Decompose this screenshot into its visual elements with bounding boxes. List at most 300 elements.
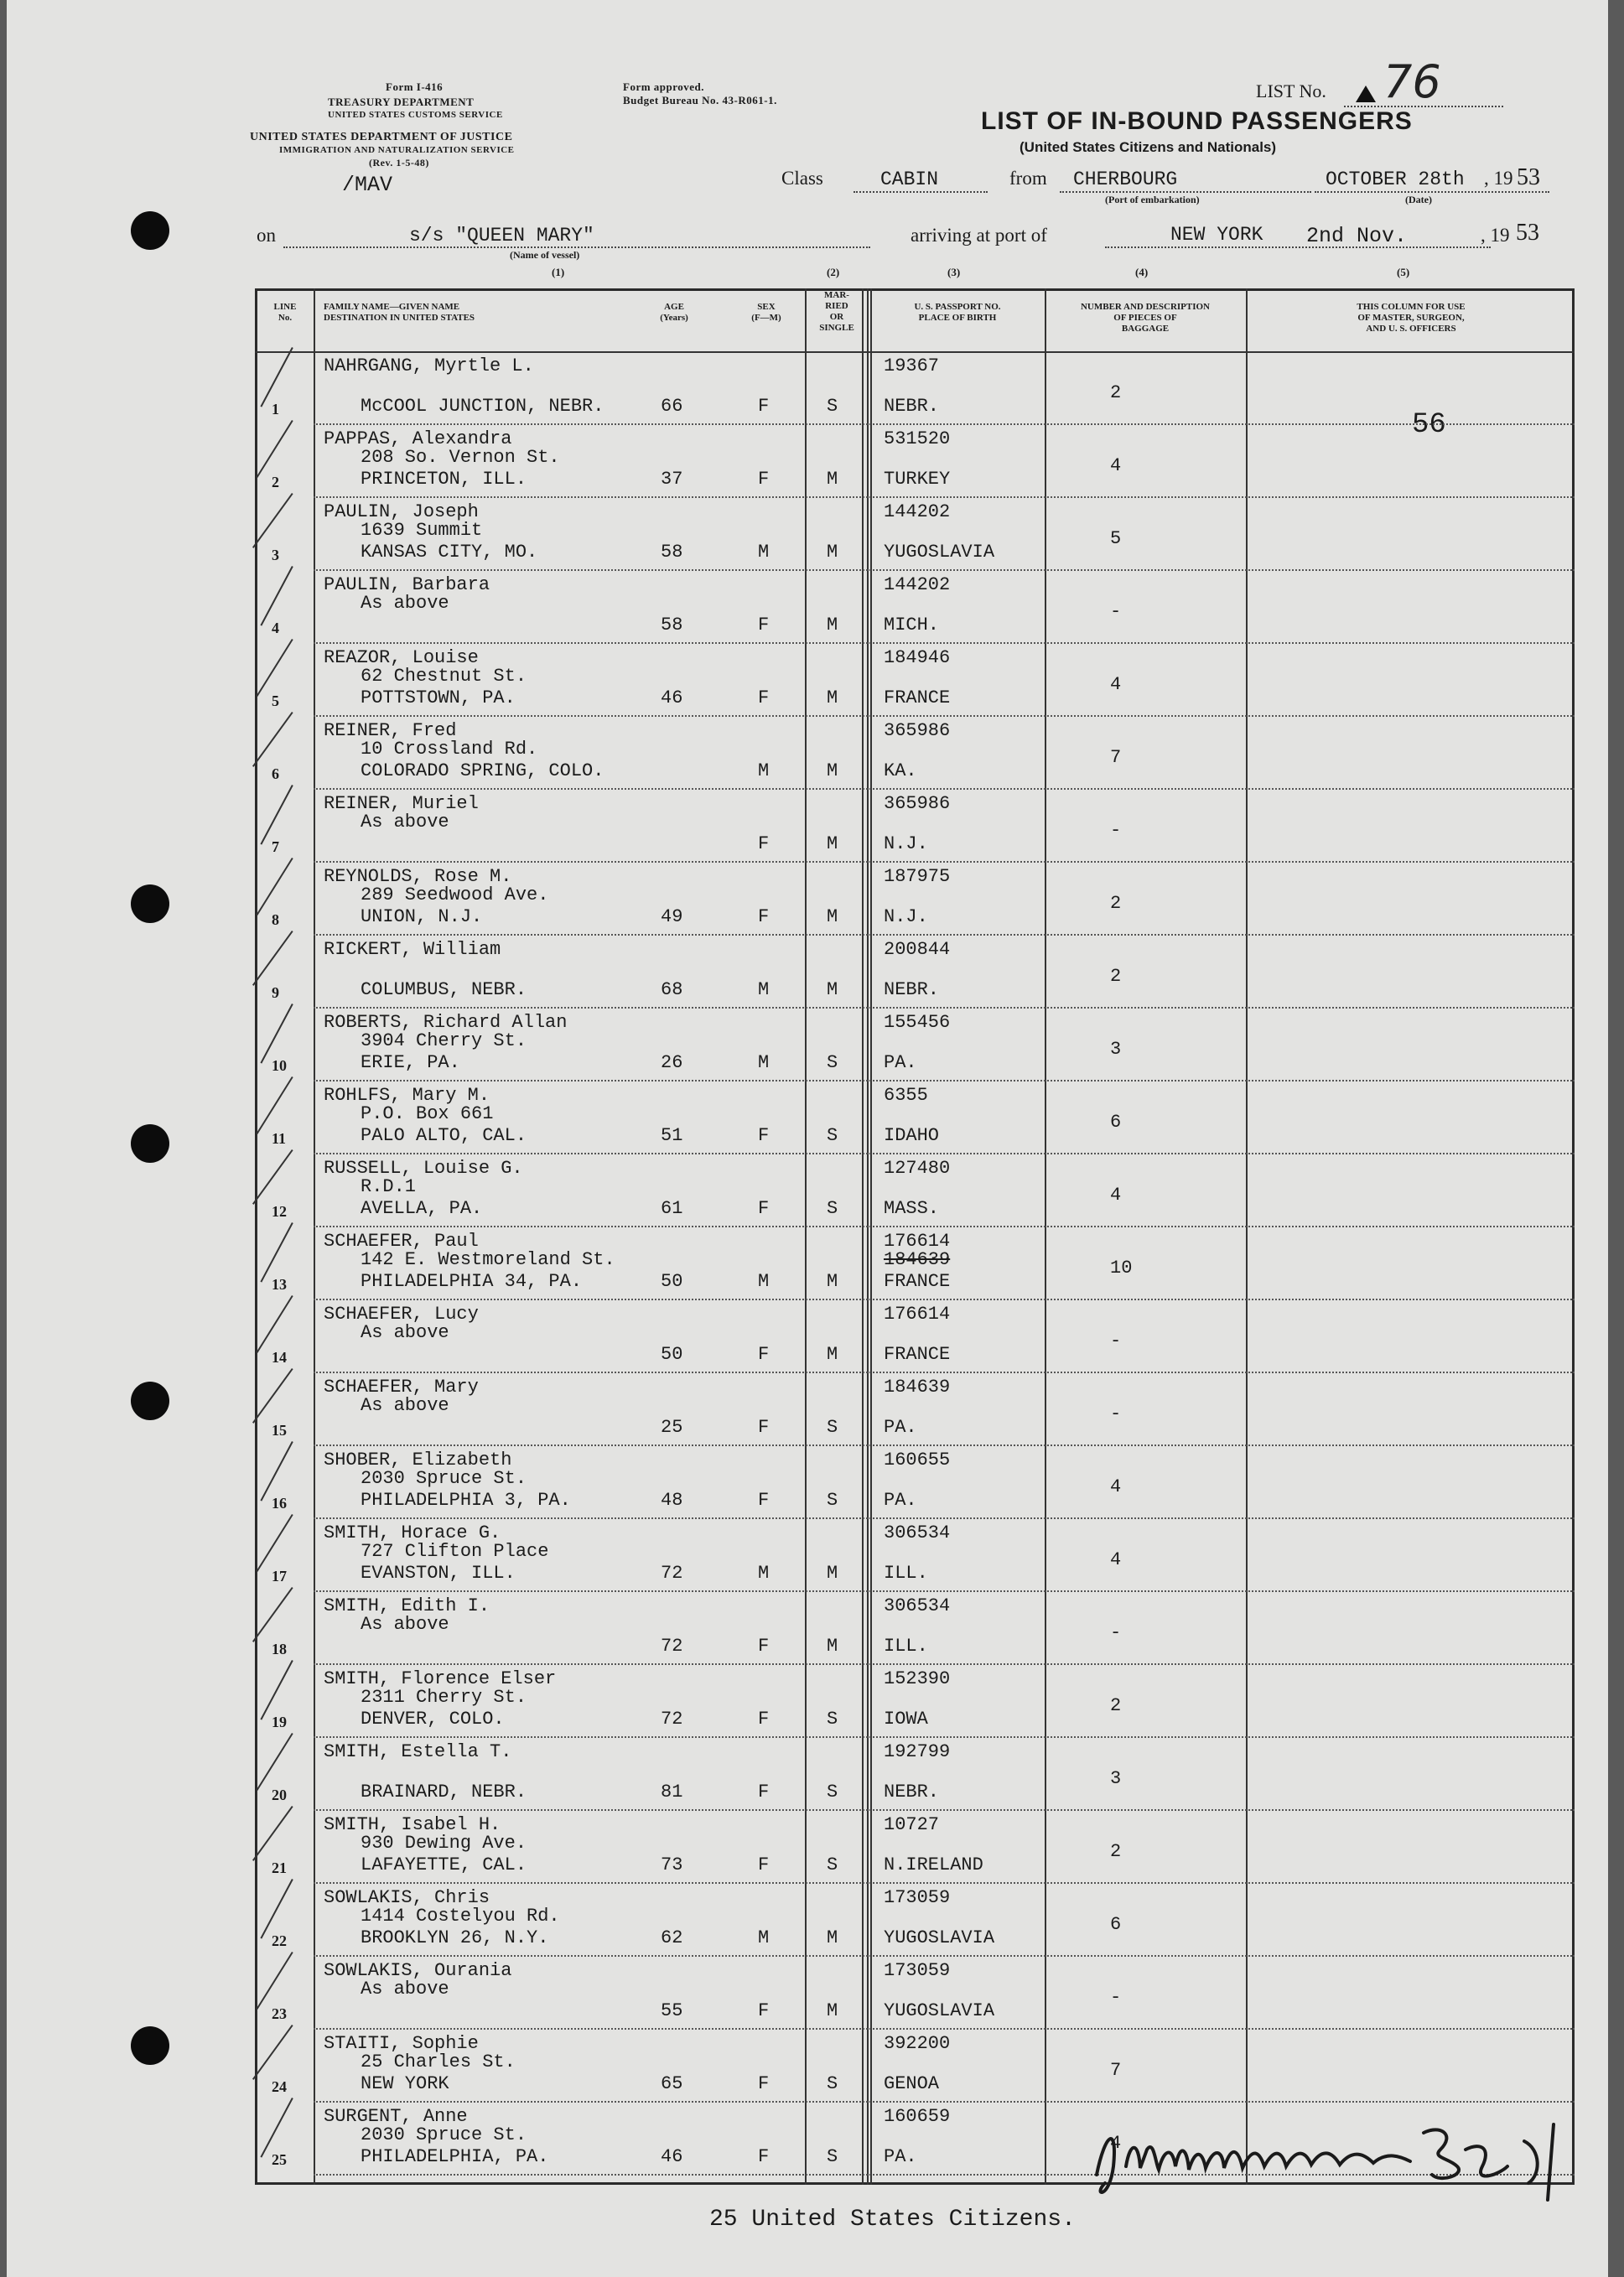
passenger-row <box>255 863 1575 936</box>
line-number: 15 <box>272 1422 287 1439</box>
passenger-age: 72 <box>661 1636 683 1657</box>
passport-number: 306534 <box>884 1595 951 1616</box>
baggage-count: 4 <box>1110 674 1122 695</box>
passenger-destination: BRAINARD, NEBR. <box>361 1782 527 1802</box>
passenger-address: 1639 Summit <box>361 520 483 541</box>
passenger-row <box>255 498 1575 571</box>
passenger-name: SMITH, Isabel H. <box>324 1814 501 1835</box>
passenger-age: 81 <box>661 1782 683 1802</box>
marital-status: S <box>827 396 838 417</box>
passenger-sex: M <box>758 979 770 1000</box>
passport-number: 200844 <box>884 939 951 960</box>
arrival-port: NEW YORK <box>1170 224 1263 246</box>
passenger-name: ROHLFS, Mary M. <box>324 1085 490 1106</box>
passenger-sex: F <box>758 906 770 927</box>
passenger-destination: KANSAS CITY, MO. <box>361 542 538 563</box>
marital-status: M <box>827 615 838 635</box>
passport-number: 392200 <box>884 2033 951 2054</box>
passenger-sex: M <box>758 1271 770 1292</box>
marital-status: M <box>827 760 838 781</box>
passenger-row <box>255 352 1575 425</box>
col-num-2: (2) <box>827 266 840 278</box>
header-officers: THIS COLUMN FOR USE OF MASTER, SURGEON, AND U. S. OFFICERS <box>1357 302 1466 334</box>
passenger-age: 46 <box>661 2146 683 2167</box>
place-of-birth: IDAHO <box>884 1125 940 1146</box>
passenger-address: 25 Charles St. <box>361 2051 516 2072</box>
passenger-name: SOWLAKIS, Ourania <box>324 1960 512 1981</box>
from-value: CHERBOURG <box>1073 169 1178 190</box>
passenger-age: 62 <box>661 1927 683 1948</box>
passenger-age: 72 <box>661 1563 683 1584</box>
page-subtitle: (United States Citizens and Nationals) <box>1020 139 1277 155</box>
passenger-row <box>255 1592 1575 1665</box>
passenger-name: SCHAEFER, Lucy <box>324 1304 479 1325</box>
check-mark-icon <box>260 1879 293 1939</box>
passenger-destination: LAFAYETTE, CAL. <box>361 1854 527 1875</box>
place-of-birth: KA. <box>884 760 917 781</box>
line-number: 10 <box>272 1057 287 1074</box>
check-mark-icon <box>260 347 293 407</box>
form-page <box>7 0 1608 2277</box>
passenger-address: As above <box>361 1979 449 2000</box>
passenger-destination: NEW YORK <box>361 2073 449 2094</box>
passenger-row <box>255 936 1575 1009</box>
check-mark-icon <box>260 1441 293 1502</box>
passenger-address: 289 Seedwood Ave. <box>361 884 549 905</box>
passenger-sex: F <box>758 1782 770 1802</box>
officer-note: 56 <box>1412 409 1446 441</box>
marital-status: S <box>827 1490 838 1511</box>
baggage-count: - <box>1110 1403 1122 1424</box>
line-number: 21 <box>272 1859 287 1876</box>
place-of-birth: PA. <box>884 1052 917 1073</box>
marital-status: M <box>827 979 838 1000</box>
passport-number: 184639 <box>884 1377 951 1398</box>
passport-number: 365986 <box>884 720 951 741</box>
passenger-row <box>255 1081 1575 1154</box>
passenger-sex: F <box>758 2000 770 2021</box>
passenger-age: 72 <box>661 1709 683 1730</box>
passenger-row <box>255 2030 1575 2103</box>
passenger-age: 73 <box>661 1854 683 1875</box>
dept-justice: UNITED STATES DEPARTMENT OF JUSTICE <box>250 131 513 143</box>
baggage-count: 6 <box>1110 1914 1122 1935</box>
place-of-birth: FRANCE <box>884 1271 951 1292</box>
passenger-age: 68 <box>661 979 683 1000</box>
footer-total: 25 United States Citizens. <box>709 2207 1076 2233</box>
form-approved: Form approved. <box>623 80 705 93</box>
passenger-name: PAULIN, Barbara <box>324 574 490 595</box>
header-baggage: NUMBER AND DESCRIPTION OF PIECES OF BAGGAGE <box>1080 302 1211 334</box>
passenger-age: 50 <box>661 1344 683 1365</box>
dept-immigration: IMMIGRATION AND NATURALIZATION SERVICE <box>279 145 515 155</box>
passenger-address: 1414 Costelyou Rd. <box>361 1906 560 1927</box>
check-mark-icon <box>257 1295 293 1353</box>
baggage-count: 3 <box>1110 1039 1122 1060</box>
line-number: 11 <box>272 1130 287 1147</box>
check-mark-icon <box>252 2025 293 2080</box>
baggage-count: - <box>1110 601 1122 622</box>
marital-status: S <box>827 1052 838 1073</box>
passenger-address: As above <box>361 1395 449 1416</box>
passenger-sex: F <box>758 1344 770 1365</box>
passenger-age: 37 <box>661 469 683 490</box>
form-number: Form I-416 <box>386 80 444 93</box>
passenger-age: 26 <box>661 1052 683 1073</box>
passport-number: 160659 <box>884 2106 951 2127</box>
passenger-address: As above <box>361 1614 449 1635</box>
passenger-sex: F <box>758 615 770 635</box>
passenger-address: 2311 Cherry St. <box>361 1687 527 1708</box>
place-of-birth: PA. <box>884 1417 917 1438</box>
check-mark-icon <box>257 1733 293 1791</box>
officer-signature <box>1088 2116 1566 2208</box>
passport-number: 152390 <box>884 1668 951 1689</box>
passenger-sex: M <box>758 542 770 563</box>
baggage-count: 3 <box>1110 1768 1122 1789</box>
date-underline <box>1315 191 1549 193</box>
line-number: 14 <box>272 1349 287 1366</box>
triangle-mark-icon <box>1354 84 1378 104</box>
check-mark-icon <box>260 785 293 845</box>
class-label: Class <box>781 168 823 189</box>
passenger-age: 50 <box>661 1271 683 1292</box>
line-number: 18 <box>272 1641 287 1657</box>
passenger-age: 61 <box>661 1198 683 1219</box>
place-of-birth: TURKEY <box>884 469 951 490</box>
passenger-name: REINER, Muriel <box>324 793 479 814</box>
check-mark-icon <box>252 1587 293 1642</box>
marital-status: S <box>827 1854 838 1875</box>
arrival-year: 53 <box>1516 220 1539 246</box>
marital-status: M <box>827 1636 838 1657</box>
passport-number: 531520 <box>884 428 951 449</box>
passenger-address: 208 So. Vernon St. <box>361 447 560 468</box>
col-num-1: (1) <box>552 266 565 278</box>
passenger-row <box>255 1957 1575 2030</box>
place-of-birth: NEBR. <box>884 979 940 1000</box>
passenger-sex: M <box>758 1927 770 1948</box>
passenger-name: SMITH, Edith I. <box>324 1595 490 1616</box>
baggage-count: 4 <box>1110 2133 1122 2154</box>
passenger-age: 55 <box>661 2000 683 2021</box>
form-revision: (Rev. 1-5-48) <box>369 157 429 169</box>
passenger-destination: UNION, N.J. <box>361 906 483 927</box>
passenger-destination: PHILADELPHIA 3, PA. <box>361 1490 571 1511</box>
header-married: MAR- RIED OR SINGLE <box>819 290 854 333</box>
marital-status: S <box>827 1125 838 1146</box>
passenger-row <box>255 1154 1575 1227</box>
check-mark-icon <box>260 1004 293 1064</box>
list-no-label: LIST No. <box>1256 80 1326 101</box>
passenger-sex: M <box>758 760 770 781</box>
passenger-destination: COLUMBUS, NEBR. <box>361 979 527 1000</box>
marital-status: S <box>827 2146 838 2167</box>
marital-status: M <box>827 469 838 490</box>
marital-status: M <box>827 833 838 854</box>
check-mark-icon <box>257 1514 293 1572</box>
passenger-address: R.D.1 <box>361 1176 417 1197</box>
passport-number: 173059 <box>884 1887 951 1908</box>
list-no-value: 76 <box>1383 55 1441 108</box>
place-of-birth: ILL. <box>884 1636 928 1657</box>
passenger-address: P.O. Box 661 <box>361 1103 494 1124</box>
passenger-age: 46 <box>661 687 683 708</box>
baggage-count: - <box>1110 1622 1122 1643</box>
passenger-destination: EVANSTON, ILL. <box>361 1563 516 1584</box>
marital-status: M <box>827 1271 838 1292</box>
line-number: 22 <box>272 1932 287 1949</box>
passenger-address: 10 Crossland Rd. <box>361 739 538 760</box>
passenger-age: 65 <box>661 2073 683 2094</box>
passenger-age: 25 <box>661 1417 683 1438</box>
passport-number: 10727 <box>884 1814 940 1835</box>
baggage-count: 7 <box>1110 747 1122 768</box>
passenger-address: 62 Chestnut St. <box>361 666 527 687</box>
passenger-address: 727 Clifton Place <box>361 1541 549 1562</box>
check-mark-icon <box>252 712 293 767</box>
from-underline <box>1060 191 1311 193</box>
passenger-age: 66 <box>661 396 683 417</box>
marital-status: S <box>827 1709 838 1730</box>
passenger-row <box>255 790 1575 863</box>
passenger-sex: F <box>758 2146 770 2167</box>
baggage-count: 2 <box>1110 1841 1122 1862</box>
passenger-row <box>255 1884 1575 1957</box>
passenger-name: REINER, Fred <box>324 720 457 741</box>
vessel-underline <box>283 246 870 248</box>
baggage-count: 7 <box>1110 2060 1122 2081</box>
passport-number: 184946 <box>884 647 951 668</box>
check-mark-icon <box>260 1660 293 1720</box>
marital-status: M <box>827 542 838 563</box>
passenger-destination: DENVER, COLO. <box>361 1709 505 1730</box>
port-caption: (Port of embarkation) <box>1105 194 1200 205</box>
place-of-birth: MICH. <box>884 615 940 635</box>
place-of-birth: NEBR. <box>884 1782 940 1802</box>
passenger-row <box>255 1373 1575 1446</box>
marital-status: S <box>827 1782 838 1802</box>
baggage-count: 4 <box>1110 1185 1122 1206</box>
passport-number: 176614 <box>884 1304 951 1325</box>
passenger-destination: ERIE, PA. <box>361 1052 460 1073</box>
passenger-sex: F <box>758 2073 770 2094</box>
passenger-name: PAULIN, Joseph <box>324 501 479 522</box>
check-mark-icon <box>252 493 293 548</box>
check-mark-icon <box>252 1806 293 1861</box>
date-year-prefix: , 19 <box>1484 168 1513 189</box>
passport-number: 173059 <box>884 1960 951 1981</box>
punch-hole <box>131 884 169 923</box>
header-passport: U. S. PASSPORT NO. PLACE OF BIRTH <box>914 302 1001 323</box>
passenger-destination: PHILADELPHIA 34, PA. <box>361 1271 583 1292</box>
place-of-birth: N.J. <box>884 906 928 927</box>
marital-status: M <box>827 906 838 927</box>
passenger-row <box>255 1665 1575 1738</box>
passenger-name: ROBERTS, Richard Allan <box>324 1012 568 1033</box>
vessel-caption: (Name of vessel) <box>510 249 580 261</box>
check-mark-icon <box>257 858 293 915</box>
passport-number: 160655 <box>884 1450 951 1470</box>
check-mark-icon <box>252 1149 293 1205</box>
passport-number: 127480 <box>884 1158 951 1179</box>
passenger-address: 2030 Spruce St. <box>361 2124 527 2145</box>
line-number: 6 <box>272 765 279 782</box>
passenger-name: SMITH, Estella T. <box>324 1741 512 1762</box>
passenger-row <box>255 1811 1575 1884</box>
header-name: FAMILY NAME—GIVEN NAME DESTINATION IN UNITED STATES <box>324 302 475 323</box>
punch-hole <box>131 211 169 250</box>
passport-number: 192799 <box>884 1741 951 1762</box>
passport-number: 306534 <box>884 1522 951 1543</box>
baggage-count: - <box>1110 820 1122 841</box>
passenger-sex: F <box>758 1198 770 1219</box>
check-mark-icon <box>257 1076 293 1134</box>
line-number: 16 <box>272 1495 287 1512</box>
passenger-destination: BROOKLYN 26, N.Y. <box>361 1927 549 1948</box>
baggage-count: 6 <box>1110 1112 1122 1133</box>
punch-hole <box>131 2026 169 2065</box>
dept-customs: UNITED STATES CUSTOMS SERVICE <box>328 110 503 120</box>
passenger-name: SCHAEFER, Paul <box>324 1231 479 1252</box>
marital-status: S <box>827 1417 838 1438</box>
col-num-4: (4) <box>1135 266 1149 278</box>
class-value: CABIN <box>880 169 939 190</box>
place-of-birth: GENOA <box>884 2073 940 2094</box>
passenger-name: RUSSELL, Louise G. <box>324 1158 523 1179</box>
passenger-address: As above <box>361 812 449 832</box>
marital-status: S <box>827 2073 838 2094</box>
line-number: 7 <box>272 838 279 855</box>
baggage-count: 2 <box>1110 966 1122 987</box>
marital-status: M <box>827 2000 838 2021</box>
punch-hole <box>131 1124 169 1163</box>
dept-treasury: TREASURY DEPARTMENT <box>328 96 475 108</box>
col-num-3: (3) <box>947 266 961 278</box>
place-of-birth: PA. <box>884 1490 917 1511</box>
passenger-name: PAPPAS, Alexandra <box>324 428 512 449</box>
passenger-sex: F <box>758 1490 770 1511</box>
passenger-name: REYNOLDS, Rose M. <box>324 866 512 887</box>
passenger-row <box>255 1519 1575 1592</box>
line-number: 24 <box>272 2078 287 2095</box>
baggage-count: 4 <box>1110 1476 1122 1497</box>
baggage-count: 4 <box>1110 1549 1122 1570</box>
passenger-destination: McCOOL JUNCTION, NEBR. <box>361 396 604 417</box>
header-line-no: LINE No. <box>273 302 297 323</box>
passenger-name: SMITH, Horace G. <box>324 1522 501 1543</box>
on-label: on <box>257 225 276 246</box>
passenger-sex: M <box>758 1052 770 1073</box>
marital-status: S <box>827 1198 838 1219</box>
class-underline <box>854 191 988 193</box>
passenger-name: SHOBER, Elizabeth <box>324 1450 512 1470</box>
baggage-count: - <box>1110 1330 1122 1351</box>
passenger-sex: F <box>758 1709 770 1730</box>
header-age: AGE (Years) <box>660 302 688 323</box>
passport-number: 6355 <box>884 1085 928 1106</box>
passenger-address: 3904 Cherry St. <box>361 1030 527 1051</box>
place-of-birth: ILL. <box>884 1563 928 1584</box>
passenger-name: REAZOR, Louise <box>324 647 479 668</box>
line-number: 1 <box>272 401 279 418</box>
line-number: 4 <box>272 620 279 636</box>
passenger-age: 49 <box>661 906 683 927</box>
place-of-birth: N.J. <box>884 833 928 854</box>
col-num-5: (5) <box>1397 266 1410 278</box>
passenger-destination: POTTSTOWN, PA. <box>361 687 516 708</box>
passenger-destination: PRINCETON, ILL. <box>361 469 527 490</box>
passenger-sex: M <box>758 1563 770 1584</box>
line-number: 13 <box>272 1276 287 1293</box>
place-of-birth: N.IRELAND <box>884 1854 983 1875</box>
passenger-row <box>255 644 1575 717</box>
baggage-count: 2 <box>1110 1695 1122 1716</box>
passenger-row <box>255 1446 1575 1519</box>
mav-mark: /MAV <box>342 173 393 197</box>
passenger-destination: AVELLA, PA. <box>361 1198 483 1219</box>
passenger-sex: F <box>758 687 770 708</box>
passenger-name: SOWLAKIS, Chris <box>324 1887 490 1908</box>
baggage-count: 2 <box>1110 893 1122 914</box>
arriving-label: arriving at port of <box>911 225 1047 246</box>
passenger-destination: PALO ALTO, CAL. <box>361 1125 527 1146</box>
passenger-row <box>255 717 1575 790</box>
line-number: 20 <box>272 1787 287 1803</box>
line-number: 9 <box>272 984 279 1001</box>
passenger-address: 2030 Spruce St. <box>361 1468 527 1489</box>
passenger-sex: F <box>758 833 770 854</box>
check-mark-icon <box>252 931 293 986</box>
check-mark-icon <box>257 420 293 478</box>
passport-number: 144202 <box>884 574 951 595</box>
from-label: from <box>1009 168 1047 189</box>
passport-number: 144202 <box>884 501 951 522</box>
line-number: 25 <box>272 2151 287 2168</box>
passenger-destination: COLORADO SPRING, COLO. <box>361 760 604 781</box>
passenger-name: SCHAEFER, Mary <box>324 1377 479 1398</box>
baggage-count: - <box>1110 1987 1122 2008</box>
passenger-age: 48 <box>661 1490 683 1511</box>
header-sex: SEX (F—M) <box>751 302 781 323</box>
budget-bureau: Budget Bureau No. 43-R061-1. <box>623 94 777 106</box>
arrival-year-prefix: , 19 <box>1481 225 1510 246</box>
passport-number: 155456 <box>884 1012 951 1033</box>
passenger-name: NAHRGANG, Myrtle L. <box>324 355 534 376</box>
passport-number-alt: 184639 <box>884 1249 951 1270</box>
place-of-birth: IOWA <box>884 1709 928 1730</box>
line-number: 8 <box>272 911 279 928</box>
passenger-name: SMITH, Florence Elser <box>324 1668 557 1689</box>
date-year: 53 <box>1517 164 1540 190</box>
baggage-count: 5 <box>1110 528 1122 549</box>
line-number: 12 <box>272 1203 287 1220</box>
passenger-address: As above <box>361 593 449 614</box>
passenger-destination: PHILADELPHIA, PA. <box>361 2146 549 2167</box>
passport-number: 19367 <box>884 355 940 376</box>
date-caption: (Date) <box>1405 194 1432 205</box>
passenger-age: 51 <box>661 1125 683 1146</box>
marital-status: M <box>827 687 838 708</box>
baggage-count: 4 <box>1110 455 1122 476</box>
place-of-birth: FRANCE <box>884 1344 951 1365</box>
passenger-sex: F <box>758 1636 770 1657</box>
punch-hole <box>131 1382 169 1420</box>
marital-status: M <box>827 1344 838 1365</box>
arrival-underline <box>1105 246 1491 248</box>
place-of-birth: PA. <box>884 2146 917 2167</box>
passenger-sex: F <box>758 1854 770 1875</box>
